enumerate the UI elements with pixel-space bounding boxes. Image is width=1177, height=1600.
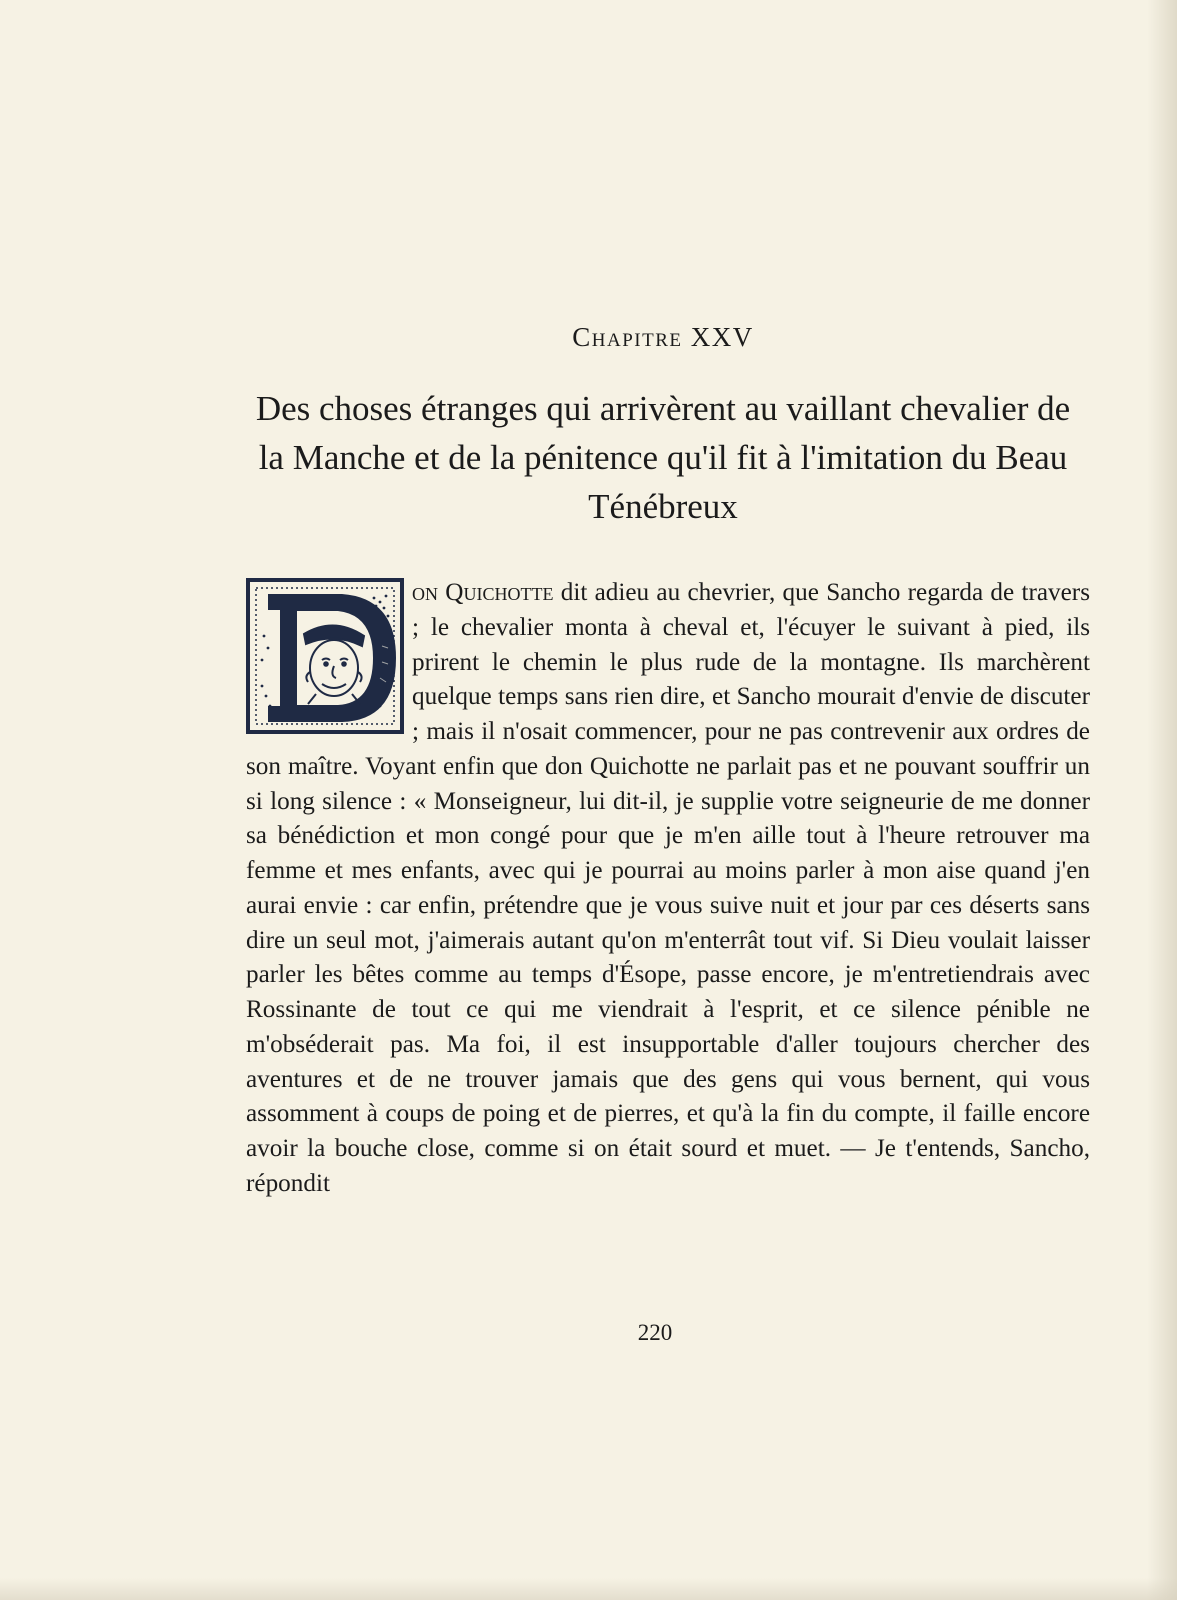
chapter-body	[246, 576, 1090, 1202]
ornamented-letter-d-icon	[246, 576, 406, 736]
chapter-title: Des choses étranges qui arrivèrent au vaillant chevalier de la Manche et de la pénitence qu'il fit à l'imitation du Beau Ténébreux	[255, 389, 1071, 526]
opening-words: on Quichotte	[412, 579, 554, 606]
drop-cap-illustration	[246, 576, 406, 736]
chapter-text: dit adieu au chevrier, que Sancho regarda de travers ; le chevalier monta à cheval et, l'écuyer le suivant à pied, ils prirent le chemin le plus rude de la montagne. Ils marchèrent quelque temps sans rien dire, et Sancho mourait d'envie de discuter ; mais il n'osait commencer, pour ne pas contrevenir aux ordres de son maître. Voyant enfin que don Quichotte ne parlait pas et ne pouvant souffrir un si long silence : « Monseigneur, lui dit-il, je supplie votre seigneurie de me donner sa bénédiction et mon congé pour que je m'en aille tout à l'heure retrouver ma femme et mes enfants, avec qui je pourrai au moins parler à mon aise quand j'en aurai envie : car enfin, prétendre que je vous suive nuit et jour par ces déserts sans dire un seul mot, j'aimerais autant qu'on m'enterrât tout vif. Si Dieu voulait laisser parler les bêtes comme au temps d'Ésope, passe encore, je m'entretiendrais avec Rossinante de tout ce qui me viendrait à l'esprit, et ce silence pénible ne m'obséderait pas. Ma foi, il est insupportable d'aller toujours chercher des aventures et de ne trouver jamais que des gens qui vous bernent, qui vous assomment à coups de poing et de pierres, et qu'à la fin du compte, il faille encore avoir la bouche close, comme si on était sourd et muet. — Je t'entends, Sancho, répondit	[246, 579, 1090, 1197]
page-bottom-shadow	[0, 1578, 1177, 1600]
chapter-heading: Chapitre XXV	[572, 322, 754, 352]
page-edge-shadow	[1147, 0, 1177, 1600]
page-number: 220	[637, 1320, 673, 1345]
